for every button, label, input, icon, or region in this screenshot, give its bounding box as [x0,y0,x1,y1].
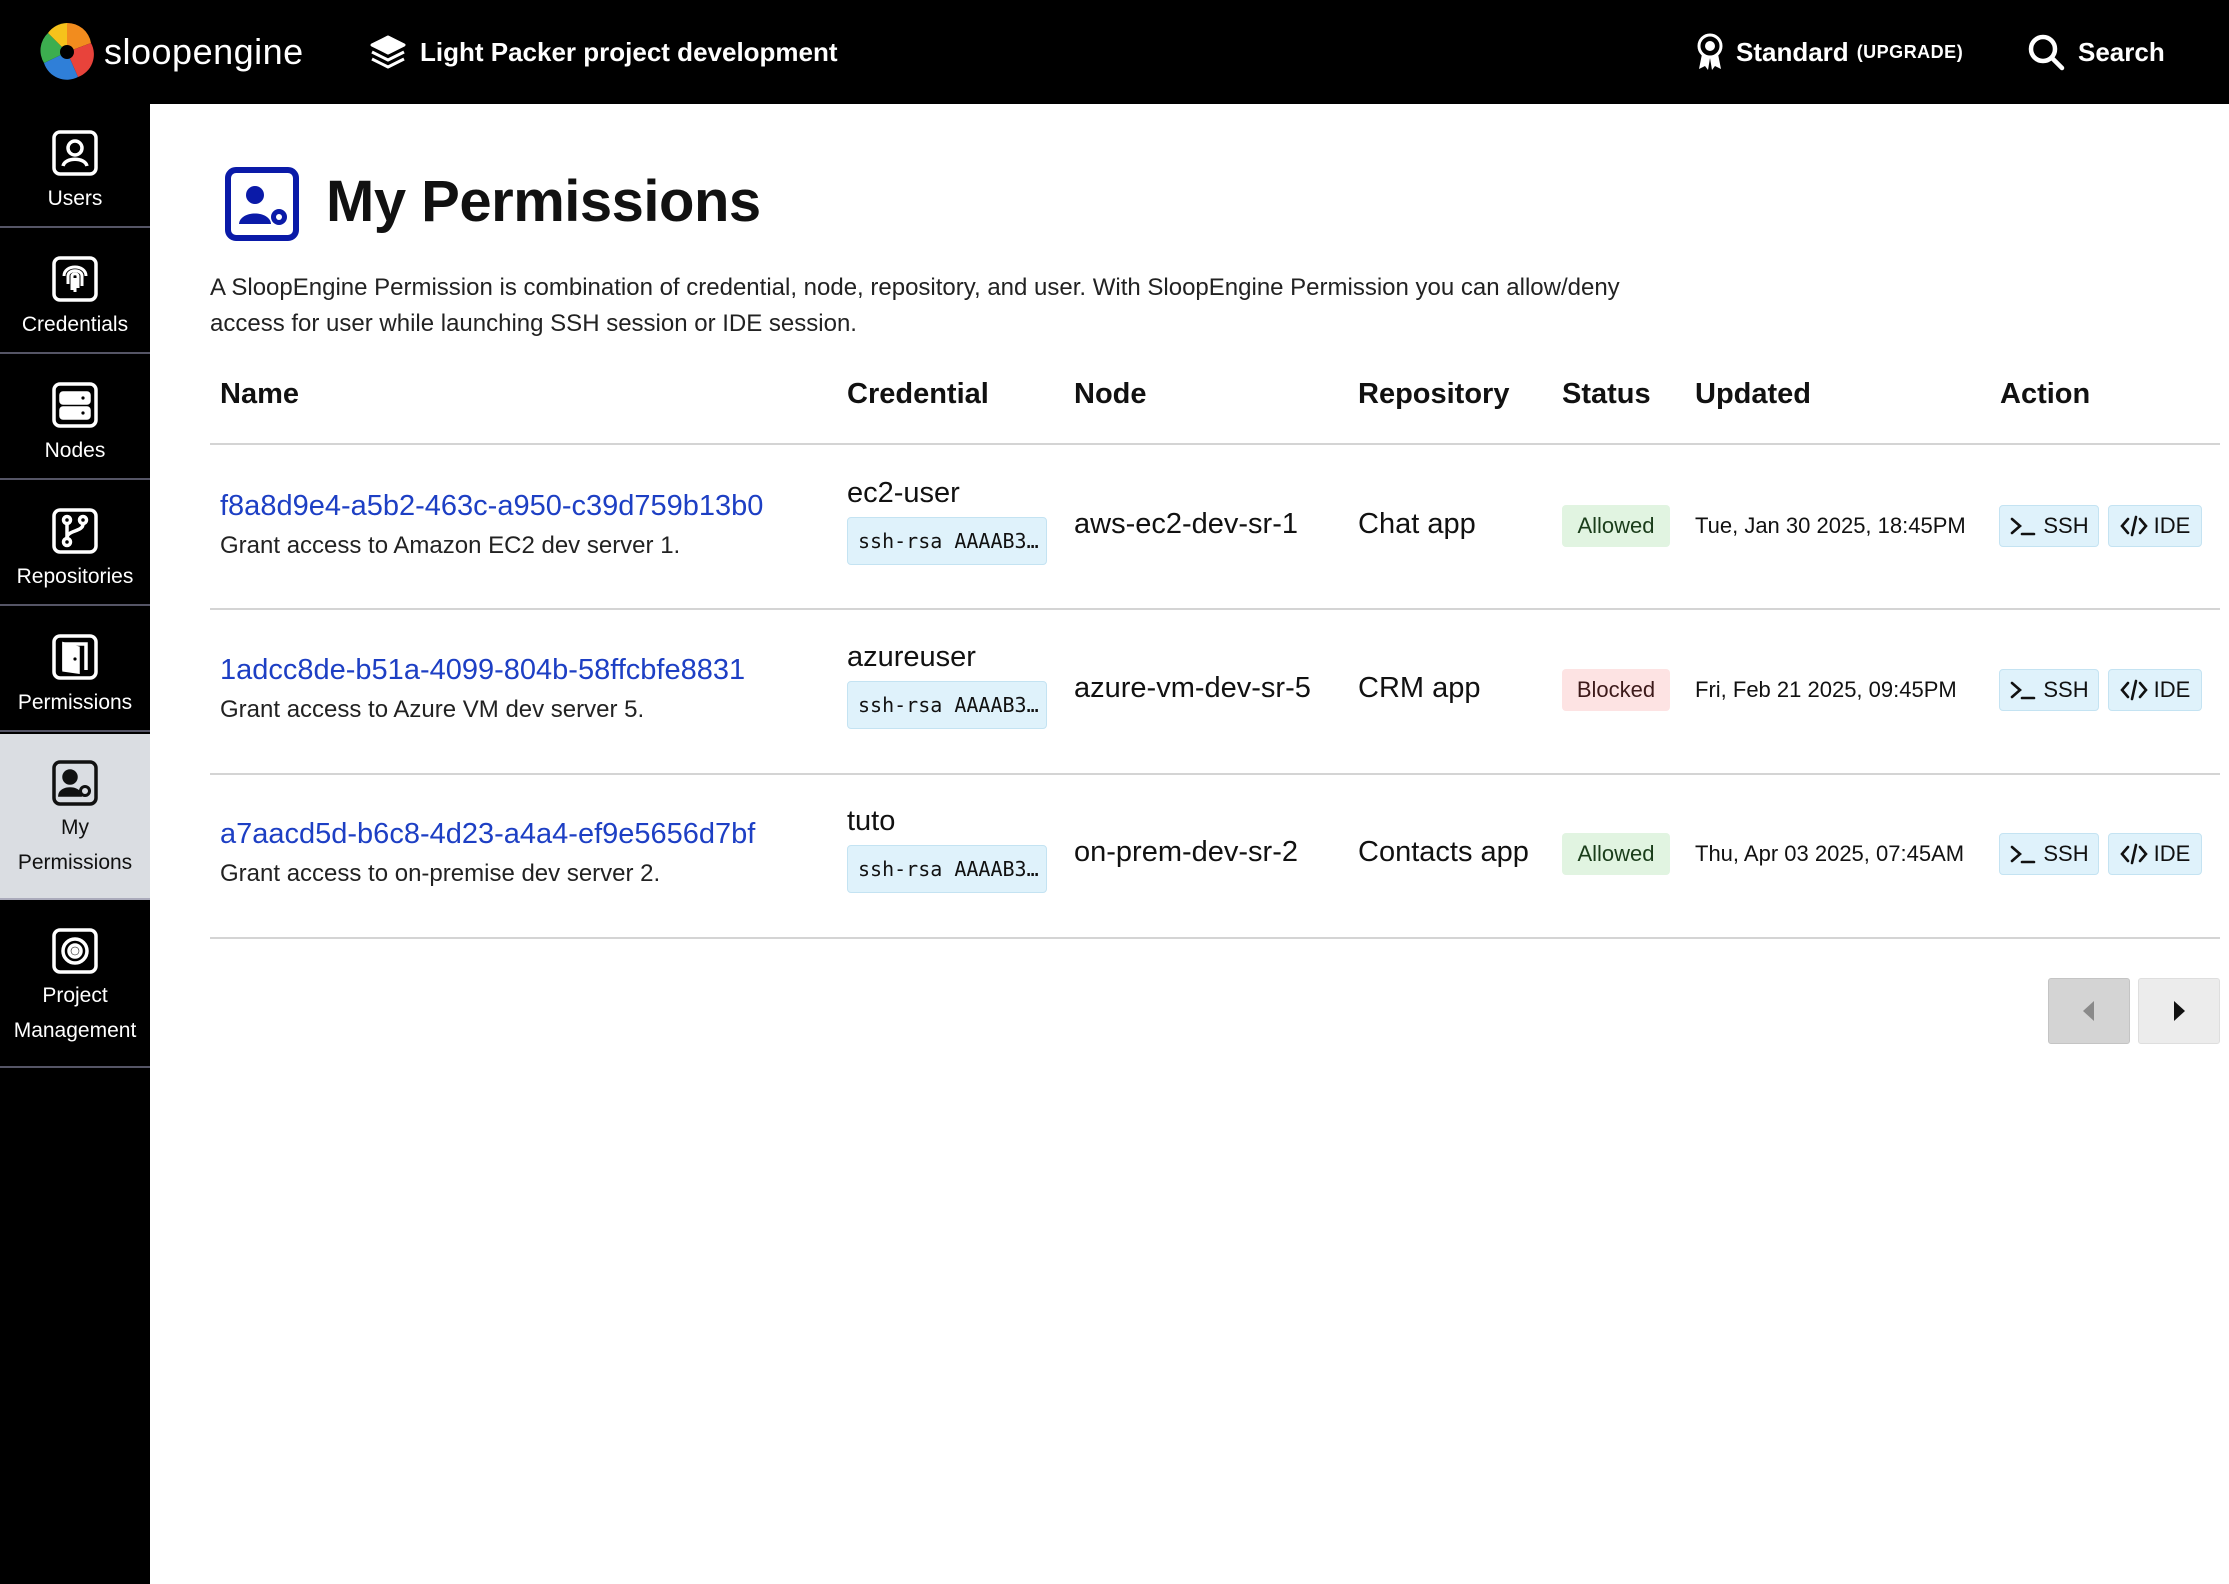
pagination-next-button[interactable] [2138,978,2220,1044]
plan-name: Standard [1736,36,1849,67]
page-title: My Permissions [326,169,761,234]
brand-name: sloopengine [104,31,304,72]
terminal-icon [2009,678,2037,702]
status-badge: Allowed [1562,505,1670,547]
column-header-status: Status [1562,378,1651,410]
credential-user: azureuser [847,641,976,673]
column-header-action: Action [2000,378,2091,410]
sidebar-item-credentials[interactable] [0,230,150,354]
fingerprint-icon [50,254,100,304]
column-header-name: Name [220,378,299,410]
table-row [0,445,2229,609]
ide-label: IDE [2153,677,2191,702]
node-name: azure-vm-dev-sr-5 [1074,672,1311,704]
terminal-icon [2009,514,2037,538]
ssh-button[interactable] [1999,833,2099,875]
status-badge: Blocked [1562,669,1670,711]
upgrade-link[interactable]: (UPGRADE) [1856,41,1964,62]
column-header-repository: Repository [1358,378,1510,410]
repository-name: Contacts app [1358,836,1529,868]
plan-badge[interactable] [1694,28,1963,76]
sidebar-item-label: Users [47,187,103,210]
server-icon [50,380,100,430]
permission-description: Grant access to Azure VM dev server 5. [220,696,645,723]
ide-button[interactable] [2108,669,2202,711]
sidebar-item-label: Nodes [44,439,106,462]
column-header-updated: Updated [1695,378,1811,410]
table-divider [210,937,2220,939]
updated-timestamp: Fri, Feb 21 2025, 09:45PM [1695,677,1957,702]
credential-key: ssh-rsa AAAAB3… [847,681,1047,729]
brand-logo[interactable] [34,20,304,84]
updated-timestamp: Tue, Jan 30 2025, 18:45PM [1695,513,1966,538]
caret-left-icon [2078,998,2100,1024]
permission-description: Grant access to Amazon EC2 dev server 1. [220,532,681,559]
sidebar-item-label: Repositories [16,565,134,588]
ssh-label: SSH [2043,677,2089,702]
code-icon [2120,842,2148,866]
user-icon [50,128,100,178]
sidebar-item-label: Permissions [17,851,133,874]
layers-icon [368,32,408,72]
ssh-button[interactable] [1999,505,2099,547]
ide-label: IDE [2153,841,2191,866]
ssh-button[interactable] [1999,669,2099,711]
search-button[interactable] [2026,28,2165,76]
table-row [0,773,2229,937]
node-name: aws-ec2-dev-sr-1 [1074,508,1298,540]
award-icon [1694,32,1726,72]
credential-user: tuto [847,805,896,837]
credential-key: ssh-rsa AAAAB3… [847,845,1047,893]
user-gear-icon [224,166,300,242]
project-name: Light Packer project development [420,36,838,67]
terminal-icon [2009,842,2037,866]
repository-name: CRM app [1358,672,1481,704]
pagination-prev-button[interactable] [2048,978,2130,1044]
ide-button[interactable] [2108,505,2202,547]
sidebar-item-label: My [61,816,89,839]
search-icon [2026,32,2066,72]
credential-key: ssh-rsa AAAAB3… [847,517,1047,565]
code-icon [2120,678,2148,702]
sidebar-item-label: Credentials [21,313,129,336]
ide-button[interactable] [2108,833,2202,875]
caret-right-icon [2168,998,2190,1024]
permission-id-link[interactable]: 1adcc8de-b51a-4099-804b-58ffcbfe8831 [220,654,746,686]
credential-user: ec2-user [847,477,960,509]
status-badge: Allowed [1562,833,1670,875]
updated-timestamp: Thu, Apr 03 2025, 07:45AM [1695,841,1965,866]
table-row [0,609,2229,773]
sloopengine-logo-icon [34,19,100,85]
sidebar-item-label: Permissions [17,691,133,714]
column-header-credential: Credential [847,378,989,410]
permission-description: Grant access to on-premise dev server 2. [220,860,661,887]
ssh-label: SSH [2043,841,2089,866]
repository-name: Chat app [1358,508,1476,540]
top-bar [0,0,2229,104]
ide-label: IDE [2153,513,2191,538]
permission-id-link[interactable]: f8a8d9e4-a5b2-463c-a950-c39d759b13b0 [220,490,764,522]
column-header-node: Node [1074,378,1147,410]
page-description: A SloopEngine Permission is combination of credential, node, repository, and user. With SloopEngine Permission you can allow/deny access for user while launching SSH session or IDE session. [210,274,1620,337]
code-icon [2120,514,2148,538]
search-label: Search [2078,36,2165,67]
permission-id-link[interactable]: a7aacd5d-b6c8-4d23-a4a4-ef9e5656d7bf [220,818,756,850]
sidebar-item-users[interactable] [0,104,150,228]
ssh-label: SSH [2043,513,2089,538]
node-name: on-prem-dev-sr-2 [1074,836,1298,868]
sidebar-item-label: Management [13,1019,137,1042]
project-selector[interactable] [368,28,838,76]
sidebar-item-label: Project [42,984,108,1007]
